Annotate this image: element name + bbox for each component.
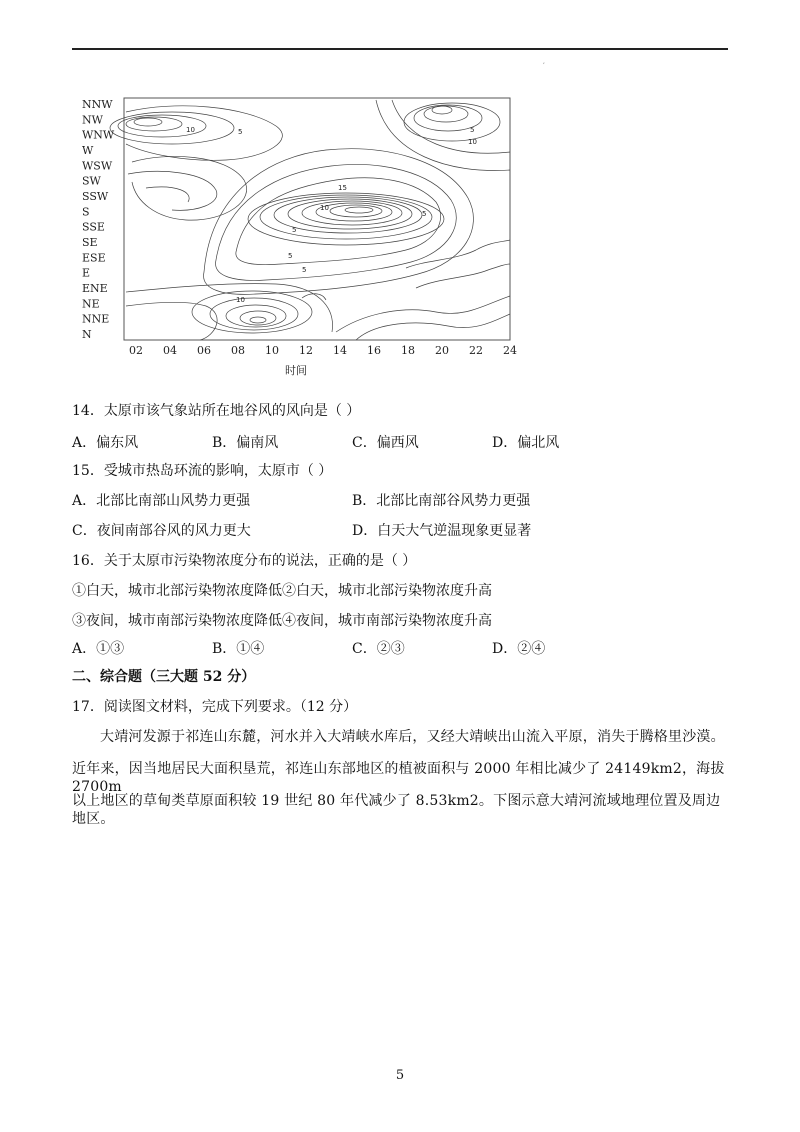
x-tick-label: 24 [503,344,517,357]
q16-stem: 16．关于太原市污染物浓度分布的说法，正确的是（ ） [72,553,417,569]
y-tick-label: NNW [82,98,113,111]
q17-paragraph-line-2: 近年来，因当地居民大面积垦荒，祁连山东部地区的植被面积与 2000 年相比减少了 24149km2，海拔 2700m [72,761,725,795]
contour-value-label: 10 [468,138,477,146]
section-heading: 二、综合题（三大题 52 分） [72,669,256,685]
q16-option-c: C．②③ [352,641,405,657]
x-tick-label: 08 [231,344,245,357]
y-tick-label: E [82,266,91,280]
q16-option-b: B．①④ [212,641,265,657]
y-tick-label: S [82,205,90,219]
x-tick-label: 18 [401,344,415,357]
x-tick-label: 22 [469,344,483,357]
y-tick-label: SW [82,174,101,188]
y-tick-label: SSW [82,190,109,203]
y-tick-label: NE [82,297,100,311]
x-tick-label: 04 [163,344,177,357]
x-axis-label: 时间 [285,364,307,377]
q17-paragraph-line-1: 大靖河发源于祁连山东麓，河水并入大靖峡水库后，又经大靖峡出山流入平原，消失于腾格里沙漠。 [100,729,725,745]
q14-option-a: A．偏东风 [72,435,139,451]
x-tick-label: 20 [435,344,449,357]
q17-paragraph-line-3: 以上地区的草甸类草原面积较 19 世纪 80 年代减少了 8.53km2。下图示意大靖河流域地理位置及周边地区。 [72,793,721,827]
q14-stem: 14．太原市该气象站所在地谷风的风向是（ ） [72,403,361,419]
q16-choice-line-1: ①白天，城市北部污染物浓度降低②白天，城市北部污染物浓度升高 [72,583,492,599]
q14-option-c: C．偏西风 [352,435,419,451]
contour-value-label: 10 [236,296,245,304]
y-tick-label: SSE [82,220,105,234]
q15-option-d: D．白天大气逆温现象更显著 [352,523,532,539]
contour-value-label: 5 [302,266,307,274]
contour-value-label: 5 [422,210,427,218]
q15-stem: 15．受城市热岛环流的影响，太原市（ ） [72,463,333,479]
contour-value-label: 5 [470,126,475,134]
y-tick-label: W [82,144,94,157]
q14-option-b: B．偏南风 [212,435,279,451]
q15-option-b: B．北部比南部谷风势力更强 [352,493,531,509]
q16-choice-line-2: ③夜间，城市南部污染物浓度降低④夜间，城市南部污染物浓度升高 [72,613,492,629]
x-tick-label: 16 [367,344,381,357]
q15-option-a: A．北部比南部山风势力更强 [72,493,251,509]
header-mark: , [543,58,545,65]
y-tick-label: ENE [82,282,108,295]
plot-frame [124,98,510,340]
header-rule [72,48,728,50]
page-number: 5 [395,1068,405,1083]
contour-value-label: 10 [320,204,329,212]
x-tick-label: 02 [129,344,143,357]
q16-option-d: D．②④ [492,641,546,657]
y-tick-label: WNW [82,128,115,142]
contour-value-label: 5 [288,252,293,260]
x-tick-label: 12 [299,344,313,357]
q15-option-c: C．夜间南部谷风的风力更大 [72,523,251,539]
q14-option-d: D．偏北风 [492,435,560,451]
contour-value-label: 10 [186,126,195,134]
contour-value-label: 5 [238,128,243,136]
q16-option-a: A．①③ [72,641,125,657]
y-tick-label: N [82,328,92,341]
contour-chart [76,92,526,382]
contour-value-label: 15 [338,184,347,192]
y-tick-label: WSW [82,159,113,173]
y-tick-label: NW [82,113,103,127]
y-tick-label: ESE [82,251,106,265]
q17-stem: 17．阅读图文材料，完成下列要求。（12 分） [72,699,358,715]
x-tick-label: 06 [197,344,211,357]
y-tick-label: SE [82,236,98,249]
contour-value-label: 5 [292,226,297,234]
x-tick-label: 10 [265,344,279,357]
y-tick-label: NNE [82,312,110,326]
x-tick-label: 14 [333,344,347,357]
